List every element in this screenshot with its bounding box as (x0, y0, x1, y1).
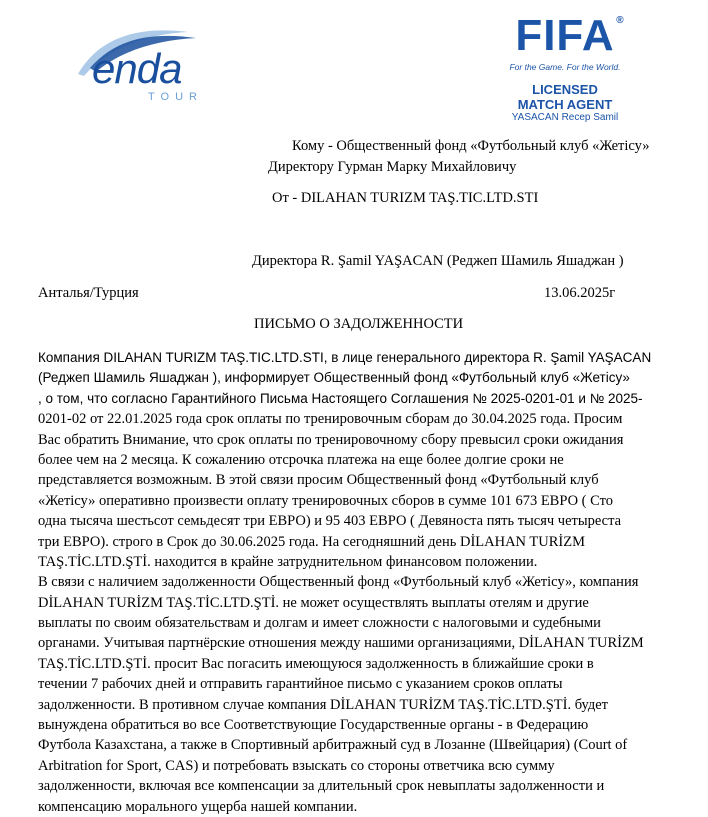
recipient-line: Кому - Общественный фонд «Футбольный клуб «Жетісу» (292, 138, 650, 154)
fifa-wordmark: FIFA ® (515, 11, 625, 60)
body-line: компенсацию морального ущерба нашей компании. (38, 798, 358, 815)
body-line: три ЕВРО). строго в Срок до 30.06.2025 года. На сегодняшний день DİLAHAN TURİZM (38, 533, 585, 550)
body-line: В связи с наличием задолженности Общественный фонд «Футбольный клуб «Жетісу», компания (38, 574, 639, 591)
body-line: TAŞ.TİC.LTD.ŞTİ. просит Вас погасить имеющуюся задолженность в ближайшие сроки в (38, 655, 594, 672)
enda-tour-label: TOUR (148, 91, 203, 103)
body-line: TAŞ.TİC.LTD.ŞTİ. находится в крайне затруднительном финансовом положении. (38, 553, 538, 570)
body-line: DİLAHAN TURİZM TAŞ.TİC.LTD.ŞTİ. не может осуществлять выплаты отелям и другие (38, 594, 589, 611)
letter-body (38, 348, 678, 817)
body-line: одна тысяча шестьсот семьдесят три ЕВРО) и 95 403 ЕВРО ( Девяноста пять тысяч четыреста (38, 513, 622, 530)
body-line: Компания DILAHAN TURIZM TAŞ.TIC.LTD.STI, в лице генерального директора R. Şamil YAŞACAN (38, 350, 652, 365)
body-line: выплаты по своим обязательствам и долгам и имеет сложности с налоговыми и судебными (38, 615, 601, 632)
recipient-director-line: Директору Гурман Марку Михайловичу (268, 159, 517, 175)
body-line: (Реджеп Шамиль Яшаджан ), информирует Общественный фонд «Футбольный клуб «Жетісу» (38, 370, 630, 386)
body-line: 0201-02 от 22.01.2025 года срок оплаты по тренировочным сборам до 30.04.2025 года. Просим (38, 411, 623, 428)
body-line: задолженности. В противном случае компания DİLAHAN TURİZM TAŞ.TİC.LTD.ŞTİ. будет (38, 696, 609, 713)
body-line: «Жетісу» оперативно произвести оплату тренировочных сборов в сумме 101 673 ЕВРО ( Сто (38, 492, 614, 509)
fifa-agent-logo (500, 11, 630, 124)
body-line: более чем на 2 месяца. К сожалению отсрочка платежа на еще более долгие сроки не (38, 451, 564, 468)
enda-wordmark: enda (92, 45, 182, 92)
body-line: вынуждена обратиться во все Соответствующие Государственные органы - в Федерацию (38, 717, 589, 734)
body-line: течении 7 рабочих дней и отправить гарантийное письмо с указанием сроков оплаты (38, 676, 563, 693)
body-line: органами. Учитывая партнёрские отношения между нашими организациями, DİLAHAN TURİZM (38, 635, 644, 652)
fifa-agent-name: YASACAN Recep Samil (511, 112, 619, 123)
fifa-match-agent-label: MATCH AGENT (517, 97, 613, 112)
body-line: Вас обратить Внимание, что срок оплаты по тренировочному сбору превысил сроки ожидания (38, 431, 624, 448)
letter-date: 13.06.2025г (544, 285, 616, 301)
letter-title: ПИСЬМО О ЗАДОЛЖЕННОСТИ (254, 316, 464, 332)
body-line: представляется возможным. В этой связи просим Общественный фонд «Футбольный клуб (38, 472, 599, 489)
body-line: Arbitration for Sport, CAS) и потребовать взыскать со стороны ответчика всю сумму (38, 757, 555, 774)
fifa-slogan: For the Game. For the World. (509, 62, 621, 72)
body-line: , о том, что согласно Гарантийного Письма Настоящего Соглашения № 2025-0201-01 и № 2025- (38, 390, 643, 406)
sender-line: От - DILAHAN TURIZM TAŞ.TIC.LTD.STI (272, 190, 539, 206)
body-line: задолженности, включая все компенсации за длительный срок невыплаты задолженности и (38, 778, 605, 795)
fifa-licensed-label: LICENSED (532, 82, 598, 97)
city-label: Анталья/Турция (38, 285, 139, 301)
enda-tour-logo (70, 22, 220, 103)
signer-line: Директора R. Şamil YAŞACAN (Реджеп Шамиль Яшаджан ) (252, 253, 624, 269)
body-line: Футбола Казахстана, а также в Спортивный арбитражный суд в Лозанне (Швейцария) (Court of (38, 737, 628, 754)
